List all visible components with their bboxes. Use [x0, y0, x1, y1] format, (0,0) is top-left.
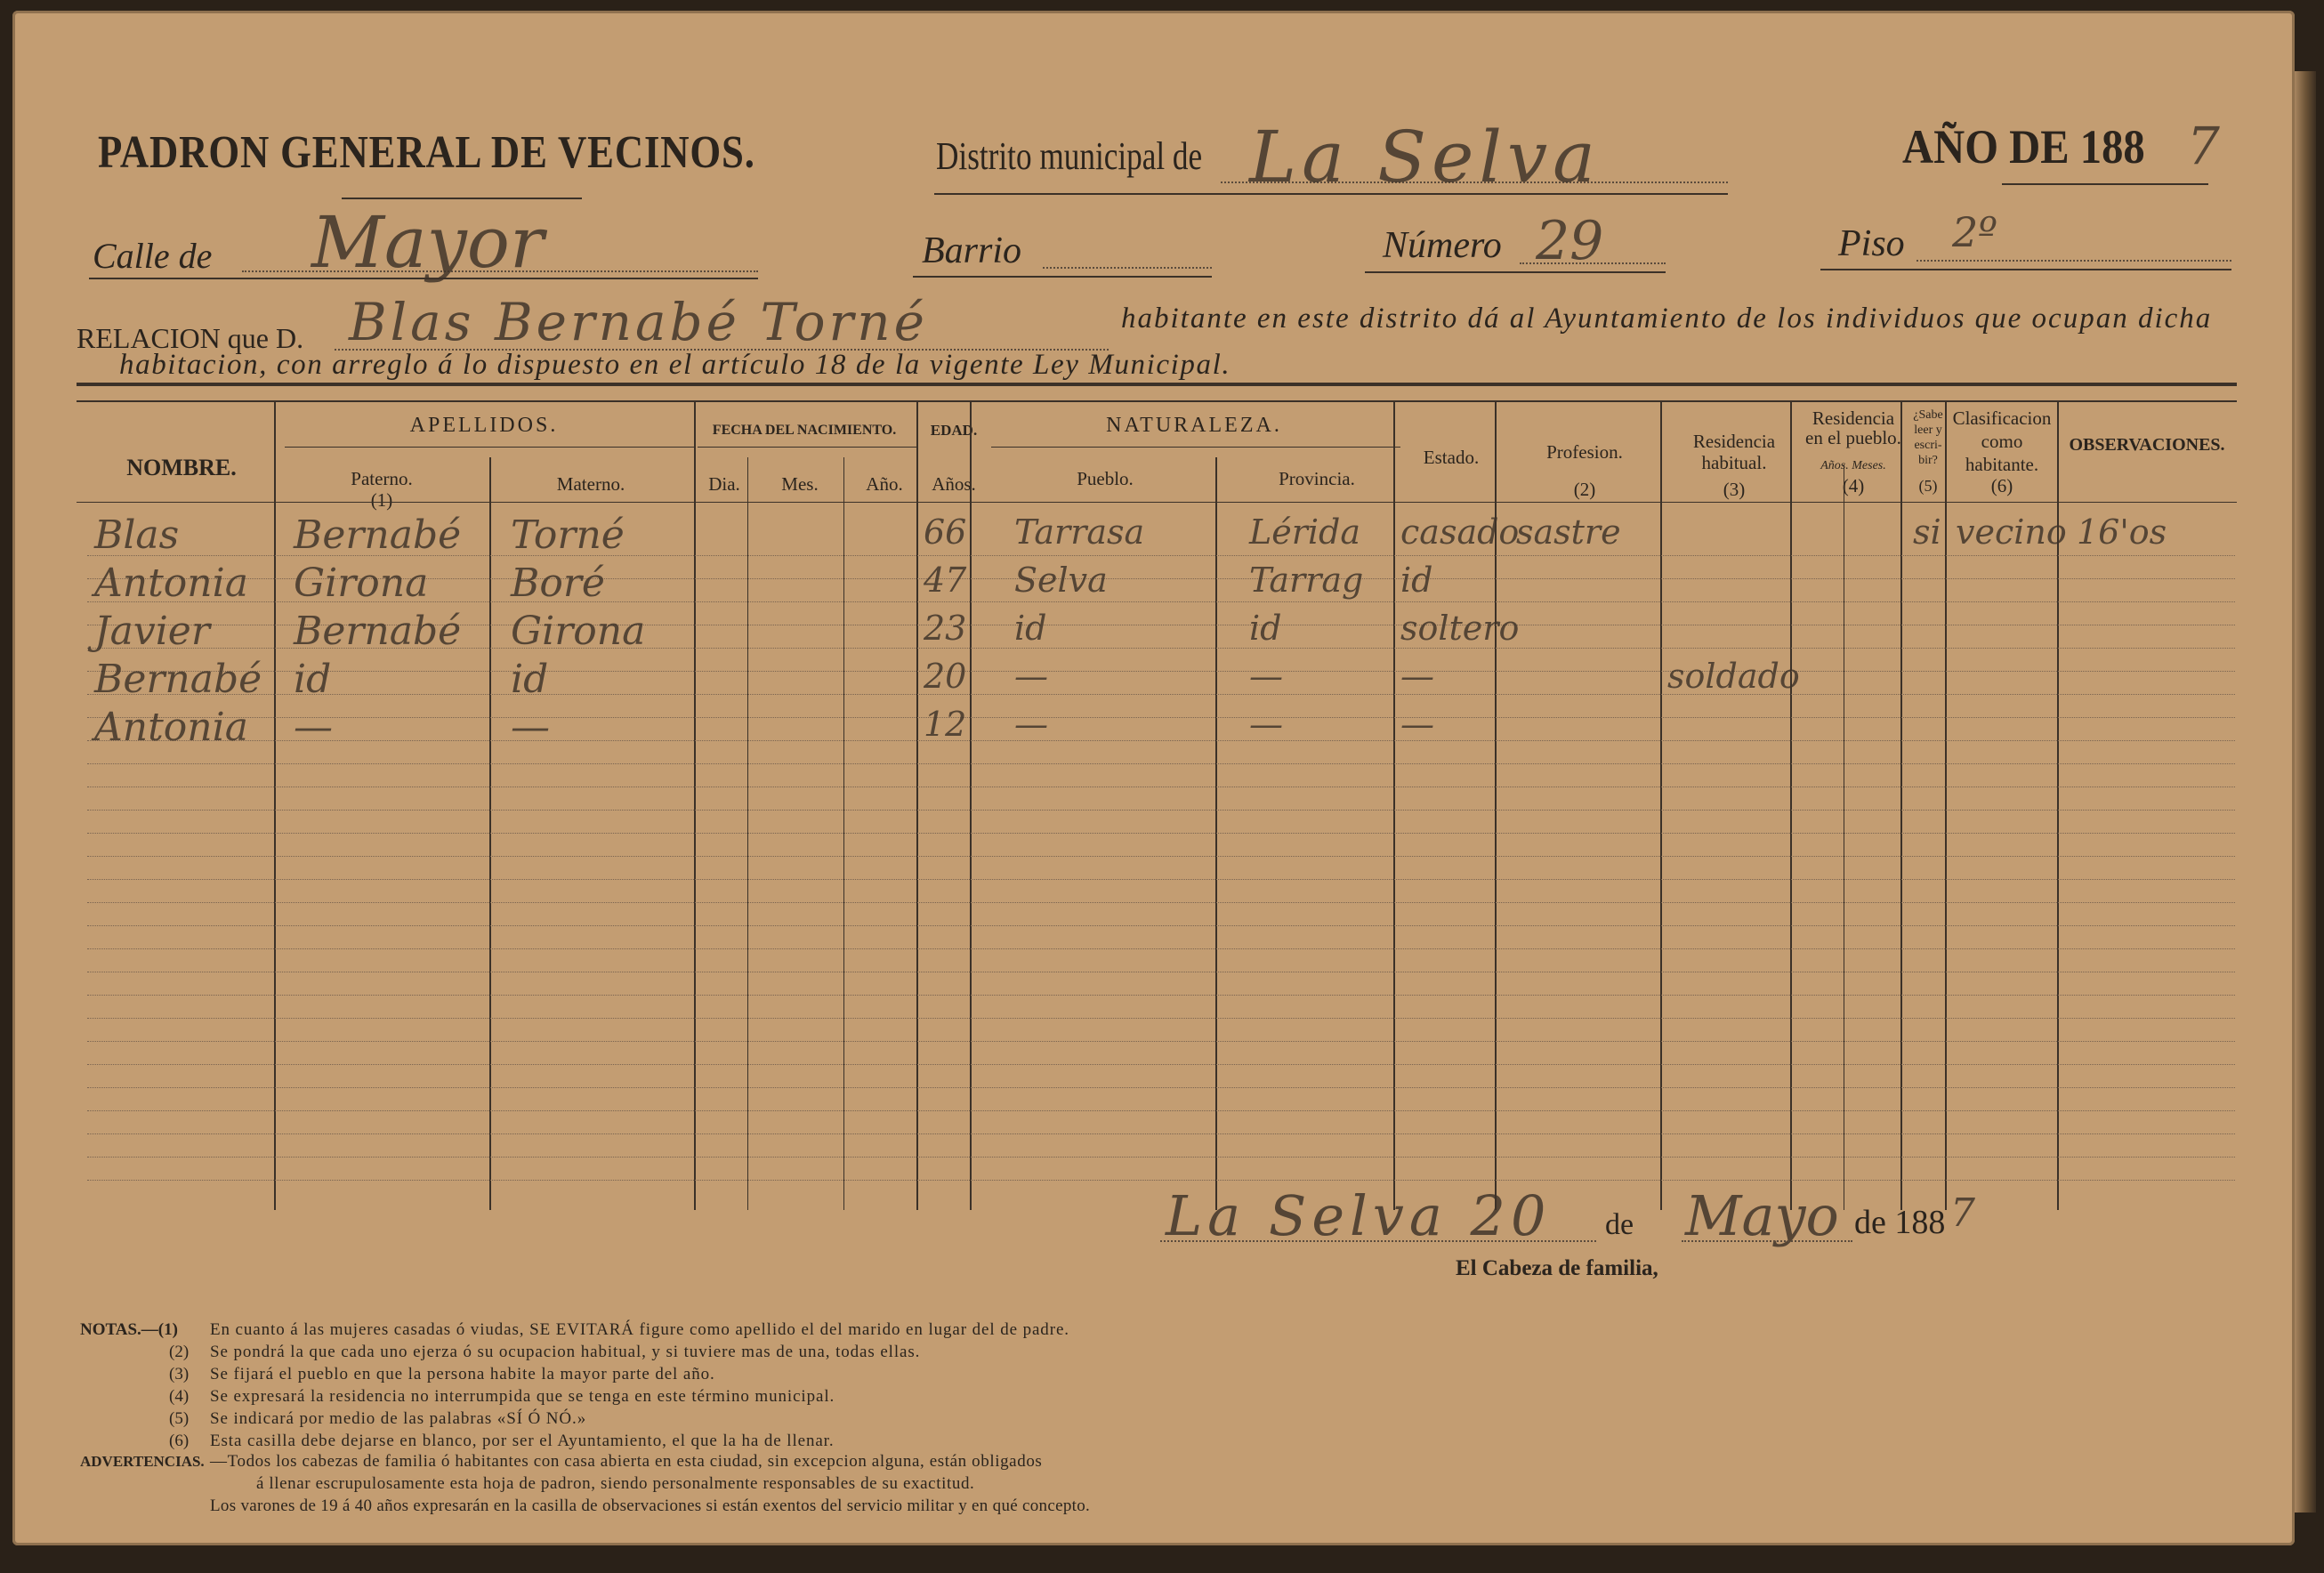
- advertencia-2: á llenar escrupulosamente esta hoja de padron, siendo personalmente responsables de su exactitud.: [256, 1474, 975, 1493]
- row-paterno: Bernabé: [294, 512, 462, 558]
- ruled-line: [87, 717, 2235, 718]
- vline-4: [747, 457, 748, 1210]
- row-residencia: soldado: [1667, 657, 1800, 696]
- note-6: Esta casilla debe dejarse en blanco, por ser el Ayuntamiento, el que la ha de llenar.: [210, 1432, 835, 1450]
- col-sabe-4: bir?: [1918, 454, 1938, 467]
- ruled-line: [87, 810, 2235, 811]
- col-fecha-nac: FECHA DEL NACIMIENTO.: [712, 423, 897, 438]
- vline-14: [1900, 402, 1902, 1210]
- census-sheet: [12, 11, 2295, 1545]
- row-paterno: Girona: [294, 561, 429, 606]
- row-paterno: id: [294, 657, 332, 702]
- ruled-line: [87, 1157, 2235, 1158]
- note-2: Se pondrá la que cada uno ejerza ó su ocupacion habitual, y si tuviere mas de una, todas ellas.: [210, 1343, 921, 1361]
- col-res-pueblo-1: Residencia: [1812, 407, 1895, 429]
- numero-value: 29: [1536, 210, 1604, 272]
- col-res-pueblo-sub: Años. Meses.: [1820, 459, 1886, 472]
- header-bottom-rule: [77, 502, 2237, 503]
- advertencias-label: ADVERTENCIAS.: [80, 1453, 205, 1470]
- calle-label: Calle de: [93, 236, 213, 276]
- col-nombre: NOMBRE.: [126, 455, 237, 480]
- row-materno: id: [511, 657, 549, 702]
- row-profesion: sastre: [1516, 512, 1621, 552]
- vline-3: [694, 402, 696, 1210]
- note-4: Se expresará la residencia no interrumpida que se tenga en este término municipal.: [210, 1387, 835, 1406]
- row-pueblo: Tarrasa: [1014, 512, 1145, 552]
- row-nombre: Javier: [94, 609, 210, 654]
- row-materno: Boré: [511, 561, 605, 606]
- distrito-label: Distrito municipal de: [936, 134, 1203, 178]
- numero-label: Número: [1383, 225, 1502, 266]
- row-edad: 47: [924, 561, 967, 600]
- col-clasif-1: Clasificacion: [1952, 407, 2052, 429]
- row-nombre: Antonia: [94, 561, 248, 606]
- row-edad: 20: [924, 657, 967, 696]
- vline-12: [1790, 402, 1792, 1210]
- ruled-line: [87, 1087, 2235, 1088]
- title-underline: [342, 198, 582, 199]
- col-provincia: Provincia.: [1279, 468, 1355, 489]
- form-title: PADRON GENERAL DE VECINOS.: [98, 127, 755, 178]
- numero-underline: [1365, 271, 1666, 273]
- row-provincia: id: [1249, 609, 1282, 648]
- ruled-line: [87, 856, 2235, 857]
- table-top-rule-2: [77, 400, 2237, 402]
- distrito-value: La Selva: [1249, 116, 1601, 198]
- row-provincia: Lérida: [1249, 512, 1361, 552]
- row-nombre: Blas: [94, 512, 180, 558]
- col-clasif-2: como: [1981, 431, 2023, 452]
- signature-month: Mayo: [1685, 1183, 1839, 1248]
- note-3-num: (3): [169, 1365, 190, 1383]
- relacion-name-value: Blas Bernabé Torné: [349, 292, 928, 352]
- barrio-label: Barrio: [922, 230, 1022, 271]
- vline-7: [970, 402, 972, 1210]
- signature-de-year: de 188: [1854, 1204, 1946, 1241]
- ruled-line: [87, 1018, 2235, 1019]
- row-pueblo: id: [1014, 609, 1047, 648]
- col-sabe-1: ¿Sabe: [1913, 408, 1943, 422]
- row-paterno: Bernabé: [294, 609, 462, 654]
- ruled-line: [87, 879, 2235, 880]
- note-4-num: (4): [169, 1387, 190, 1406]
- vline-11: [1660, 402, 1662, 1210]
- vline-9: [1393, 402, 1395, 1210]
- ruled-line: [87, 1041, 2235, 1042]
- row-provincia: Tarrag: [1249, 561, 1364, 600]
- notes-label: NOTAS.—(1): [80, 1320, 178, 1339]
- ruled-line: [87, 833, 2235, 834]
- col-res-habitual-1: Residencia: [1692, 431, 1776, 452]
- row-pueblo: Selva: [1014, 561, 1108, 600]
- ano-value: 7: [2187, 116, 2220, 176]
- note-5-num: (5): [169, 1409, 190, 1428]
- relacion-text-2: habitacion, con arreglo á lo dispuesto en el artículo 18 de la vigente Ley Municipal.: [119, 349, 1231, 381]
- ruled-line: [87, 1133, 2235, 1134]
- col-profesion: Profesion.: [1546, 441, 1623, 463]
- signature-line-1: [1160, 1240, 1596, 1242]
- apellidos-rule: [285, 447, 694, 448]
- row-estado: —: [1400, 657, 1434, 696]
- col-sabe-2: leer y: [1914, 424, 1942, 437]
- col-pueblo: Pueblo.: [1077, 468, 1134, 489]
- ruled-line: [87, 902, 2235, 903]
- vline-8: [1215, 457, 1217, 1210]
- row-estado: id: [1400, 561, 1433, 600]
- ano-underline: [2002, 183, 2208, 185]
- row-provincia: —: [1249, 657, 1283, 696]
- col-observaciones: OBSERVACIONES.: [2069, 435, 2225, 455]
- col-estado: Estado.: [1423, 447, 1480, 468]
- col-naturaleza: NATURALEZA.: [1106, 414, 1282, 437]
- col-mes: Mes.: [781, 473, 819, 495]
- col-paterno-num: (1): [370, 489, 393, 511]
- ruled-line: [87, 948, 2235, 949]
- ruled-line: [87, 671, 2235, 672]
- row-edad: 66: [924, 512, 967, 552]
- advertencia-3: Los varones de 19 á 40 años expresarán en la casilla de observaciones si están exentos del servicio militar y en qué concepto.: [210, 1496, 1091, 1515]
- calle-value: Mayor: [311, 201, 545, 284]
- vline-2: [489, 457, 491, 1210]
- row-pueblo: —: [1014, 657, 1048, 696]
- col-sabe-3: escri-: [1914, 439, 1942, 452]
- piso-label: Piso: [1838, 223, 1905, 264]
- col-profesion-num: (2): [1573, 479, 1596, 500]
- row-edad: 12: [924, 705, 967, 744]
- fecha-rule: [698, 447, 916, 448]
- vline-15: [1945, 402, 1947, 1210]
- row-observaciones: 16'os: [2077, 512, 2167, 552]
- col-clasif-num: (6): [1990, 475, 2013, 496]
- table-top-rule: [77, 383, 2237, 386]
- ruled-line: [87, 995, 2235, 996]
- row-clasif: vecino: [1956, 512, 2067, 552]
- col-dia: Dia.: [708, 473, 740, 495]
- page-edge: [2295, 71, 2316, 1512]
- ruled-line: [87, 740, 2235, 741]
- ruled-line: [87, 763, 2235, 764]
- note-2-num: (2): [169, 1343, 190, 1361]
- vline-1: [274, 402, 276, 1210]
- signature-de-1: de: [1605, 1208, 1634, 1241]
- col-ano: Año.: [866, 473, 903, 495]
- barrio-line: [1043, 267, 1212, 269]
- row-edad: 23: [924, 609, 967, 648]
- note-3: Se fijará el pueblo en que la persona habite la mayor parte del año.: [210, 1365, 715, 1383]
- signature-year: 7: [1950, 1190, 1975, 1236]
- col-res-habitual-2: habitual.: [1701, 452, 1767, 473]
- row-sabe: si: [1913, 512, 1941, 552]
- ruled-line: [87, 1064, 2235, 1065]
- row-nombre: Bernabé: [94, 657, 262, 702]
- ruled-line: [87, 925, 2235, 926]
- cabeza-de-familia: El Cabeza de familia,: [1456, 1256, 1658, 1280]
- row-materno: —: [511, 705, 550, 750]
- col-paterno: Paterno.: [351, 468, 413, 489]
- ruled-line: [87, 1180, 2235, 1181]
- col-sabe-num: (5): [1918, 477, 1938, 495]
- vline-5: [843, 457, 844, 1210]
- col-edad: EDAD.: [930, 422, 978, 439]
- row-estado: soltero: [1400, 609, 1520, 648]
- note-6-num: (6): [169, 1432, 190, 1450]
- relacion-prefix: RELACION que D.: [77, 322, 304, 354]
- signature-place: La Selva 20: [1166, 1183, 1552, 1248]
- row-estado: —: [1400, 705, 1434, 744]
- row-paterno: —: [294, 705, 333, 750]
- naturaleza-rule: [991, 447, 1400, 448]
- col-res-habitual-num: (3): [1723, 479, 1746, 500]
- row-pueblo: —: [1014, 705, 1048, 744]
- row-materno: Girona: [511, 609, 646, 654]
- piso-line: [1916, 260, 2231, 262]
- col-res-pueblo-2: en el pueblo.: [1805, 427, 1901, 448]
- ruled-line: [87, 1110, 2235, 1111]
- note-5: Se indicará por medio de las palabras «SÍ Ó NÓ.»: [210, 1409, 587, 1428]
- barrio-underline: [913, 276, 1212, 278]
- row-estado: casado: [1400, 512, 1520, 552]
- row-nombre: Antonia: [94, 705, 248, 750]
- signature-line-2: [1682, 1240, 1852, 1242]
- row-provincia: —: [1249, 705, 1283, 744]
- row-materno: Torné: [511, 512, 625, 558]
- ano-label: AÑO DE 188: [1902, 120, 2145, 173]
- advertencia-1: —Todos los cabezas de familia ó habitantes con casa abierta en esta ciudad, sin excepcion alguna, están obligados: [210, 1452, 1043, 1471]
- note-1: En cuanto á las mujeres casadas ó viudas, SE EVITARÁ figure como apellido el del marido en lugar del de padre.: [210, 1320, 1069, 1339]
- col-apellidos: APELLIDOS.: [409, 414, 559, 437]
- vline-6: [916, 402, 918, 1210]
- col-materno: Materno.: [556, 473, 625, 495]
- relacion-text-1: habitante en este distrito dá al Ayuntamiento de los individuos que ocupan dicha: [1121, 302, 2213, 335]
- col-res-pueblo-num: (4): [1842, 475, 1865, 496]
- piso-underline: [1820, 269, 2231, 270]
- col-clasif-3: habitante.: [1965, 454, 2039, 475]
- ruled-line: [87, 694, 2235, 695]
- col-anos: Años.: [932, 473, 976, 495]
- piso-value: 2º: [1952, 208, 1997, 256]
- ruled-line: [87, 786, 2235, 787]
